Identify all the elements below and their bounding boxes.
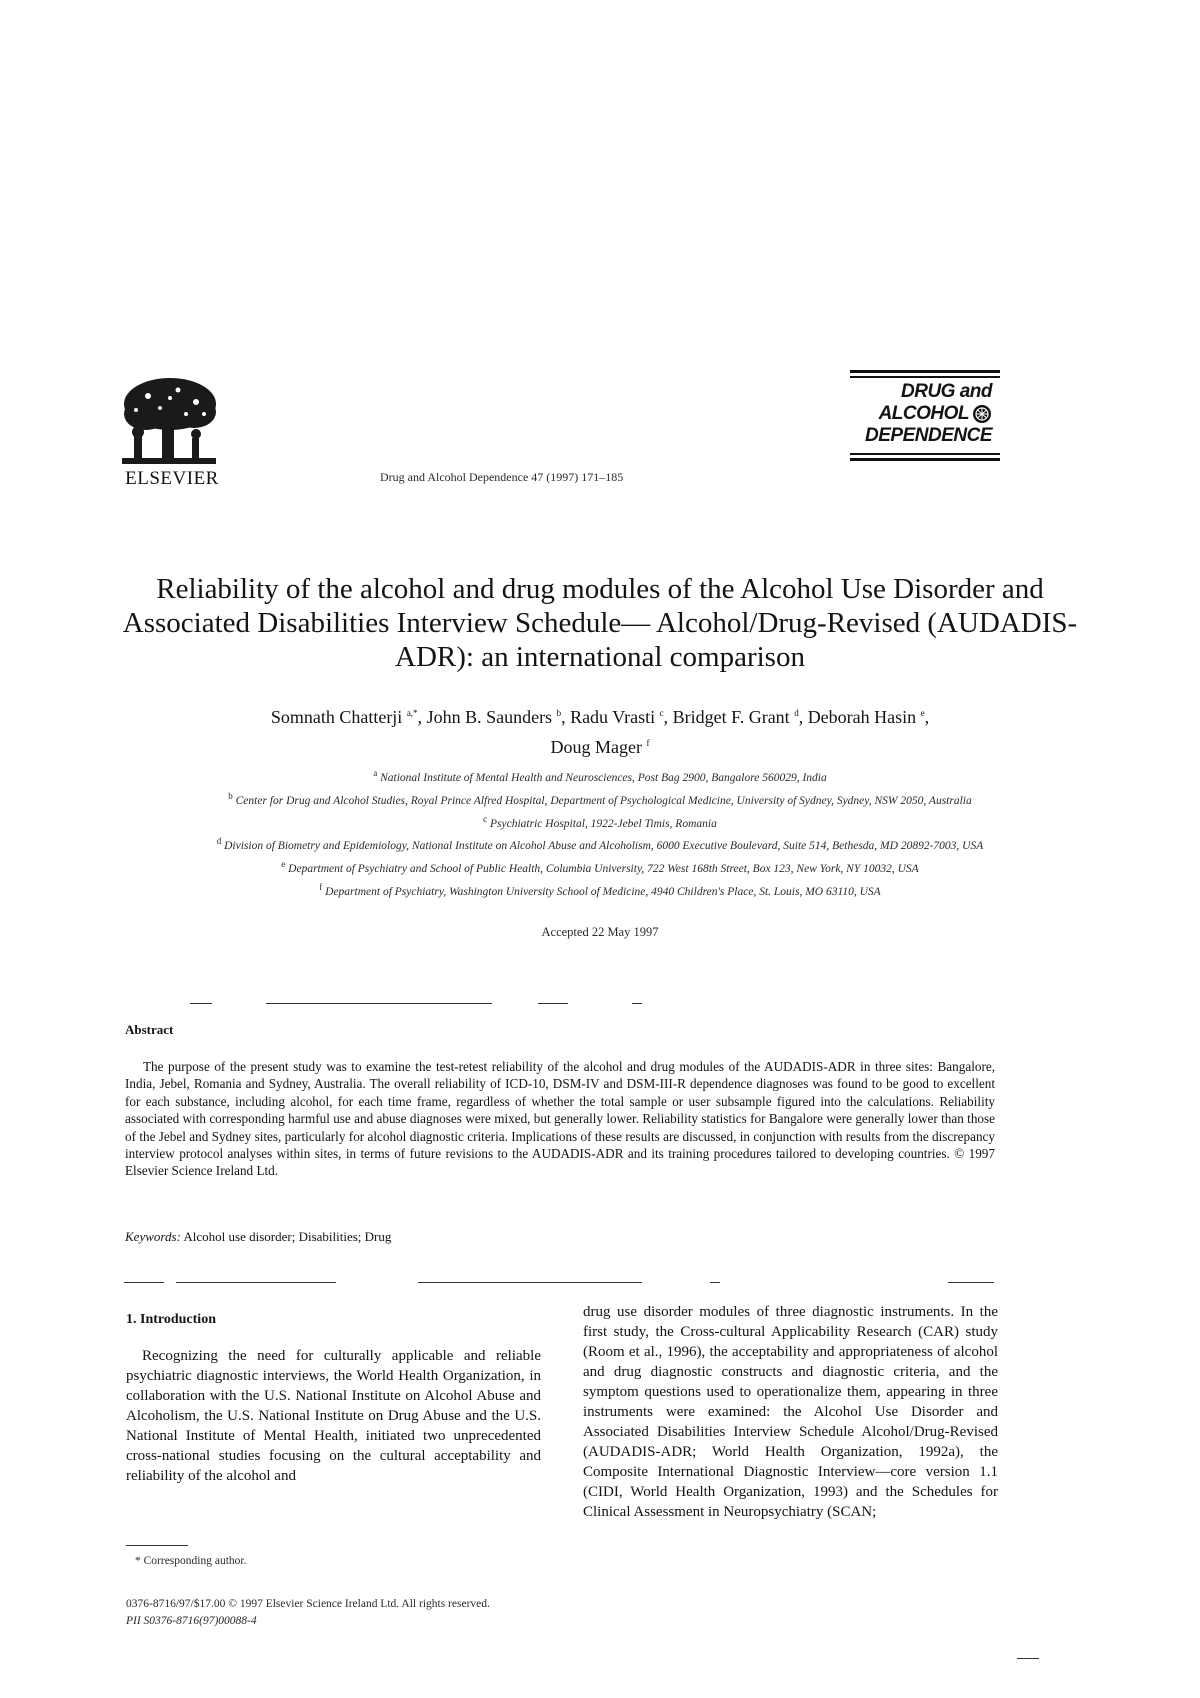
journal-logo-line-3: DEPENDENCE: [865, 425, 992, 446]
journal-logo: [850, 370, 1000, 464]
separator-rule: [632, 1003, 642, 1004]
separator-rule: [418, 1282, 642, 1283]
affiliation: $^a$ National Institute of Mental Health and Neurosciences, Post Bag 2900, Bangalore 560029, India: [373, 768, 827, 784]
copyright-line: 0376-8716/97/$17.00 © 1997 Elsevier Science Ireland Ltd. All rights reserved.: [126, 1598, 490, 1610]
separator-rule: [538, 1003, 568, 1004]
affiliation-list: [100, 764, 1100, 901]
journal-logo-top-rule: [850, 370, 1000, 373]
author: Deborah Hasin $^e$: [807, 707, 925, 727]
keywords: [125, 1229, 391, 1245]
journal-citation: Drug and Alcohol Dependence 47 (1997) 171–185: [380, 470, 624, 484]
author: Somnath Chatterji $^{a,*}$: [270, 707, 418, 727]
journal-logo-line-2: ALCOHOL: [878, 403, 969, 424]
keywords-list: Alcohol use disorder; Disabilities; Drug: [183, 1229, 392, 1244]
body-paragraph: drug use disorder modules of three diagnostic instruments. In the first study, the Cross-cultural Applicability Research (CAR) study (Room et al., 1996), the acceptability and appropriateness of alcohol and drug diagnostic constructs and diagnostic criteria, and the symptom questions used to operationalize them, appearing in three instruments were examined: the Alcohol Use Disorder and Associated Disabilities Interview Schedule Alcohol/Drug-Revised (AUDADIS-ADR; World Health Organization, 1992a), the Composite International Diagnostic Interview—core version 1.1 (CIDI, World Health Organization, 1993) and the Schedules for Clinical Assessment in Neuropsychiatry (SCAN;: [583, 1304, 998, 1520]
author: Radu Vrasti $^c$: [570, 707, 664, 727]
journal-logo-top-rule-thin: [850, 376, 1000, 378]
separator-rule: [266, 1003, 492, 1004]
abstract-body: The purpose of the present study was to examine the test-retest reliability of the alcohol and drug modules of the AUDADIS-ADR in three sites: Bangalore, India, Jebel, Romania and Sydney, Australia. The overall reliability of ICD-10, DSM-IV and DSM-III-R dependence diagnoses was found to be good to excellent for each substance, including alcohol, for each time frame, regardless of whether the total sample or user subsample figured into the calculations. Reliability associated with corresponding harmful use and abuse diagnoses were mixed, but generally lower. Reliability statistics for Bangalore were generally lower than those of the Jebel and Sydney sites, particularly for alcohol diagnostic criteria. Implications of these results are discussed, in conjunction with results from the discrepancy interview protocol analyses within sites, in terms of future revisions to the AUDADIS-ADR and its training procedures tailored to developing countries. © 1997 Elsevier Science Ireland Ltd.: [125, 1059, 995, 1179]
journal-logo-bottom-rule-thick: [850, 458, 1000, 461]
right-column: [583, 1302, 998, 1522]
author: Bridget F. Grant $^d$: [672, 707, 799, 727]
author: Doug Mager $^f$: [550, 737, 650, 757]
affiliation: $^f$ Department of Psychiatry, Washington University School of Medicine, 4940 Children's Place, St. Louis, MO 63110, USA: [319, 882, 881, 898]
affiliation: $^b$ Center for Drug and Alcohol Studies, Royal Prince Alfred Hospital, Department of Psychological Medicine, University of Sydney, Sydney, NSW 2050, Australia: [228, 790, 972, 807]
separator-rule: [710, 1282, 720, 1283]
publisher-name: ELSEVIER: [125, 468, 219, 489]
copyright-block: [126, 1596, 490, 1630]
separator-rule: [190, 1003, 212, 1004]
article-title: Reliability of the alcohol and drug modules of the Alcohol Use Disorder and Associated Disabilities Interview Schedule— Alcohol/Drug-Revised (AUDADIS-ADR): an international comparison: [122, 573, 1078, 673]
corner-mark: [1017, 1658, 1039, 1659]
affiliation: $^d$ Division of Biometry and Epidemiology, National Institute on Alcohol Abuse and Alcoholism, 6000 Executive Boulevard, Suite 514, Bethesda, MD 20892-7003, USA: [216, 836, 984, 853]
separator-rule: [176, 1282, 336, 1283]
journal-logo-line-1: DRUG and: [901, 381, 992, 402]
author: John B. Saunders $^b$: [426, 707, 562, 727]
separator-rule: [948, 1282, 994, 1283]
globe-emblem-icon: [972, 404, 992, 424]
section-heading: 1. Introduction: [126, 1312, 216, 1327]
elsevier-tree-logo-icon: [118, 374, 220, 470]
author-list: Somnath Chatterji $^{a,*}$, John B. Saunders $^b$, Radu Vrasti $^c$, Bridget F. Grant $^d$, Deborah Hasin $^e$, Doug Mager $^f$: [270, 707, 930, 757]
keywords-label: Keywords:: [125, 1229, 181, 1244]
separator-rule: [124, 1282, 164, 1283]
affiliation: $^c$ Psychiatric Hospital, 1922-Jebel Timis, Romania: [483, 813, 717, 830]
left-column: [126, 1310, 541, 1486]
affiliation: $^e$ Department of Psychiatry and School of Public Health, Columbia University, 722 West 168th Street, Box 123, New York, NY 10032, USA: [281, 859, 919, 876]
footnote-rule: [126, 1545, 188, 1546]
pii-line: PII S0376-8716(97)00088-4: [126, 1615, 257, 1627]
footnote: * Corresponding author.: [135, 1555, 247, 1567]
accepted-date: Accepted 22 May 1997: [541, 925, 659, 939]
abstract-heading: Abstract: [125, 1022, 174, 1037]
body-paragraph: Recognizing the need for culturally applicable and reliable psychiatric diagnostic interviews, the World Health Organization, in collaboration with the U.S. National Institute on Alcohol Abuse and Alcoholism, the U.S. National Institute on Drug Abuse and the U.S. National Institute of Mental Health, initiated two unprecedented cross-national studies focusing on the cultural acceptability and reliability of the alcohol and: [126, 1348, 541, 1484]
journal-logo-bottom-rule: [850, 453, 1000, 455]
